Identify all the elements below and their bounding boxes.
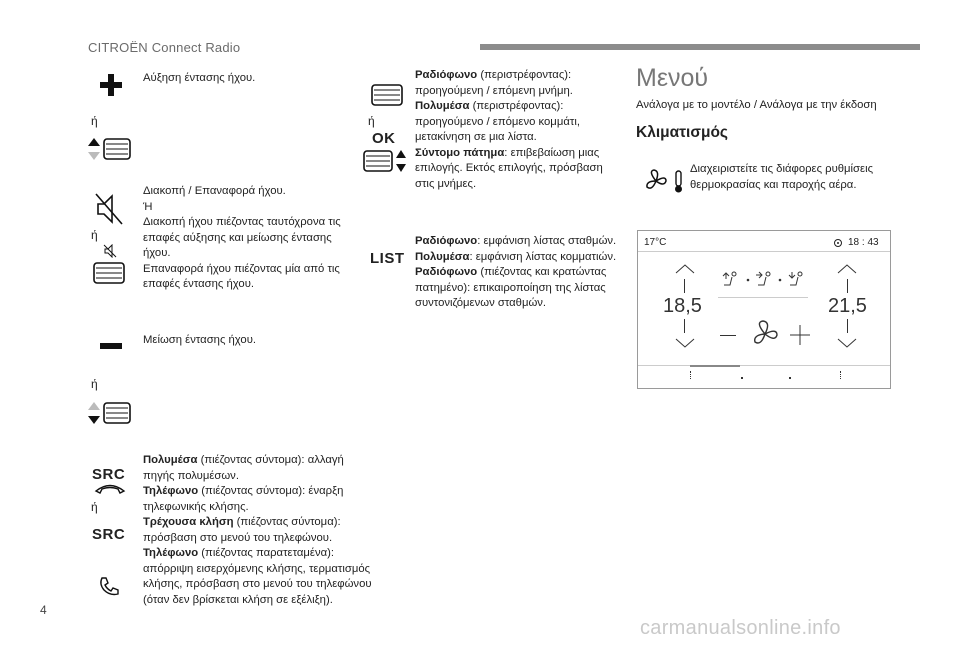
or-label: ή [91, 500, 98, 514]
fan-plus-icon[interactable] [790, 325, 810, 345]
section-subtitle: Ανάλογα με το μοντέλο / Ανάλογα με την έκδοση [636, 99, 877, 111]
left-temperature: 18,5 [663, 295, 702, 317]
phone-icon [94, 482, 126, 494]
volume-up-text: Αύξηση έντασης ήχου. [143, 72, 256, 84]
section-title: Μενού [636, 64, 709, 92]
climate-heading: Κλιματισμός [636, 124, 728, 141]
fan-thermometer-icon [644, 168, 688, 194]
wheel-up-icon [86, 136, 132, 162]
header-bar [480, 44, 920, 50]
src-text: Πολυμέσα (πιέζοντας σύντομα): αλλαγή πηγής πολυμέσων. Τηλέφωνο (πιέζοντας σύντομα): έναρξη τηλεφωνικής κλήσης. Τρέχουσα κλήση (πιέζοντας σύντομα): πρόσβαση στο μενού του τηλεφώνου. Τηλέφωνο (πιέζοντας παρατεταμένα): απόρριψη εισερχόμενης κλήσης, τερματισμός κλήσης, πρόσβαση στο μενού του τηλεφώνου (όταν δεν βρίσκεται κλήση σε εξέλιξη). [143, 454, 372, 606]
tab-indicator-1[interactable] [690, 371, 693, 379]
gps-icon [833, 238, 843, 248]
right-temp-up-icon[interactable] [836, 263, 858, 275]
wheel-icon [370, 82, 404, 108]
header-title: CITROËN Connect Radio [88, 40, 241, 55]
airflow-mode-icons[interactable] [720, 269, 810, 291]
or-label: ή [91, 228, 98, 242]
outside-temp: 17°C [644, 237, 667, 248]
right-temp-down-icon[interactable] [836, 337, 858, 349]
active-tab-indicator [690, 365, 740, 367]
tab-indicator-3[interactable] [789, 377, 791, 379]
or-label: ή [91, 114, 98, 128]
src-label: SRC [92, 526, 126, 543]
list-text: Ραδιόφωνο: εμφάνιση λίστας σταθμών. Πολυμέσα: εμφάνιση λίστας κομματιών. Ραδιόφωνο (πιέζοντας και κρατώντας πατημένο): επικαιροποίηση της λίστας συντονιζόμενων σταθμών. [415, 235, 617, 309]
climate-screen [637, 230, 891, 389]
wheel-down-icon [86, 400, 132, 426]
left-temp-up-icon[interactable] [674, 263, 696, 275]
minus-icon [100, 342, 122, 350]
wheel-updown-icon [362, 148, 408, 174]
tab-indicator-4[interactable] [840, 371, 843, 379]
list-label: LIST [370, 250, 405, 267]
mute-small-icon [103, 244, 117, 258]
watermark: carmanualsonline.info [640, 617, 841, 639]
mute-icon [94, 192, 124, 226]
tab-indicator-2[interactable] [741, 377, 743, 379]
mute-text: Διακοπή / Επαναφορά ήχου. Ή Διακοπή ήχου πιέζοντας ταυτόχρονα τις επαφές αύξησης και μείωσης έντασης ήχου. Επαναφορά ήχου πιέζοντας μία από τις επαφές έντασης ήχου. [143, 185, 341, 290]
page-number: 4 [40, 603, 47, 617]
ok-label: OK [372, 130, 396, 147]
ok-text: Ραδιόφωνο (περιστρέφοντας): προηγούμενη / επόμενη μνήμη. Πολυμέσα (περιστρέφοντας): προηγούμενο / επόμενο κομμάτι, μετακίνηση σε μια λίστα. Σύντομο πάτημα: επιβεβαίωση μιας επιλογής. Εκτός επιλογής, πρόσβαση στις μνήμες. [415, 69, 603, 190]
plus-icon [100, 74, 122, 96]
wheel-icon [92, 260, 126, 286]
screen-divider [638, 251, 890, 252]
climate-text: Διαχειριστείτε τις διάφορες ρυθμίσεις θερμοκρασίας και παροχής αέρα. [690, 163, 874, 191]
volume-down-text: Μείωση έντασης ήχου. [143, 334, 257, 346]
fan-minus-icon[interactable] [720, 335, 736, 336]
phone-handset-icon [98, 576, 120, 598]
src-label: SRC [92, 466, 126, 483]
fan-icon [750, 319, 780, 349]
right-temperature: 21,5 [828, 295, 867, 317]
or-label: ή [368, 114, 375, 128]
clock: 18 : 43 [848, 237, 879, 248]
left-temp-down-icon[interactable] [674, 337, 696, 349]
or-label: ή [91, 377, 98, 391]
